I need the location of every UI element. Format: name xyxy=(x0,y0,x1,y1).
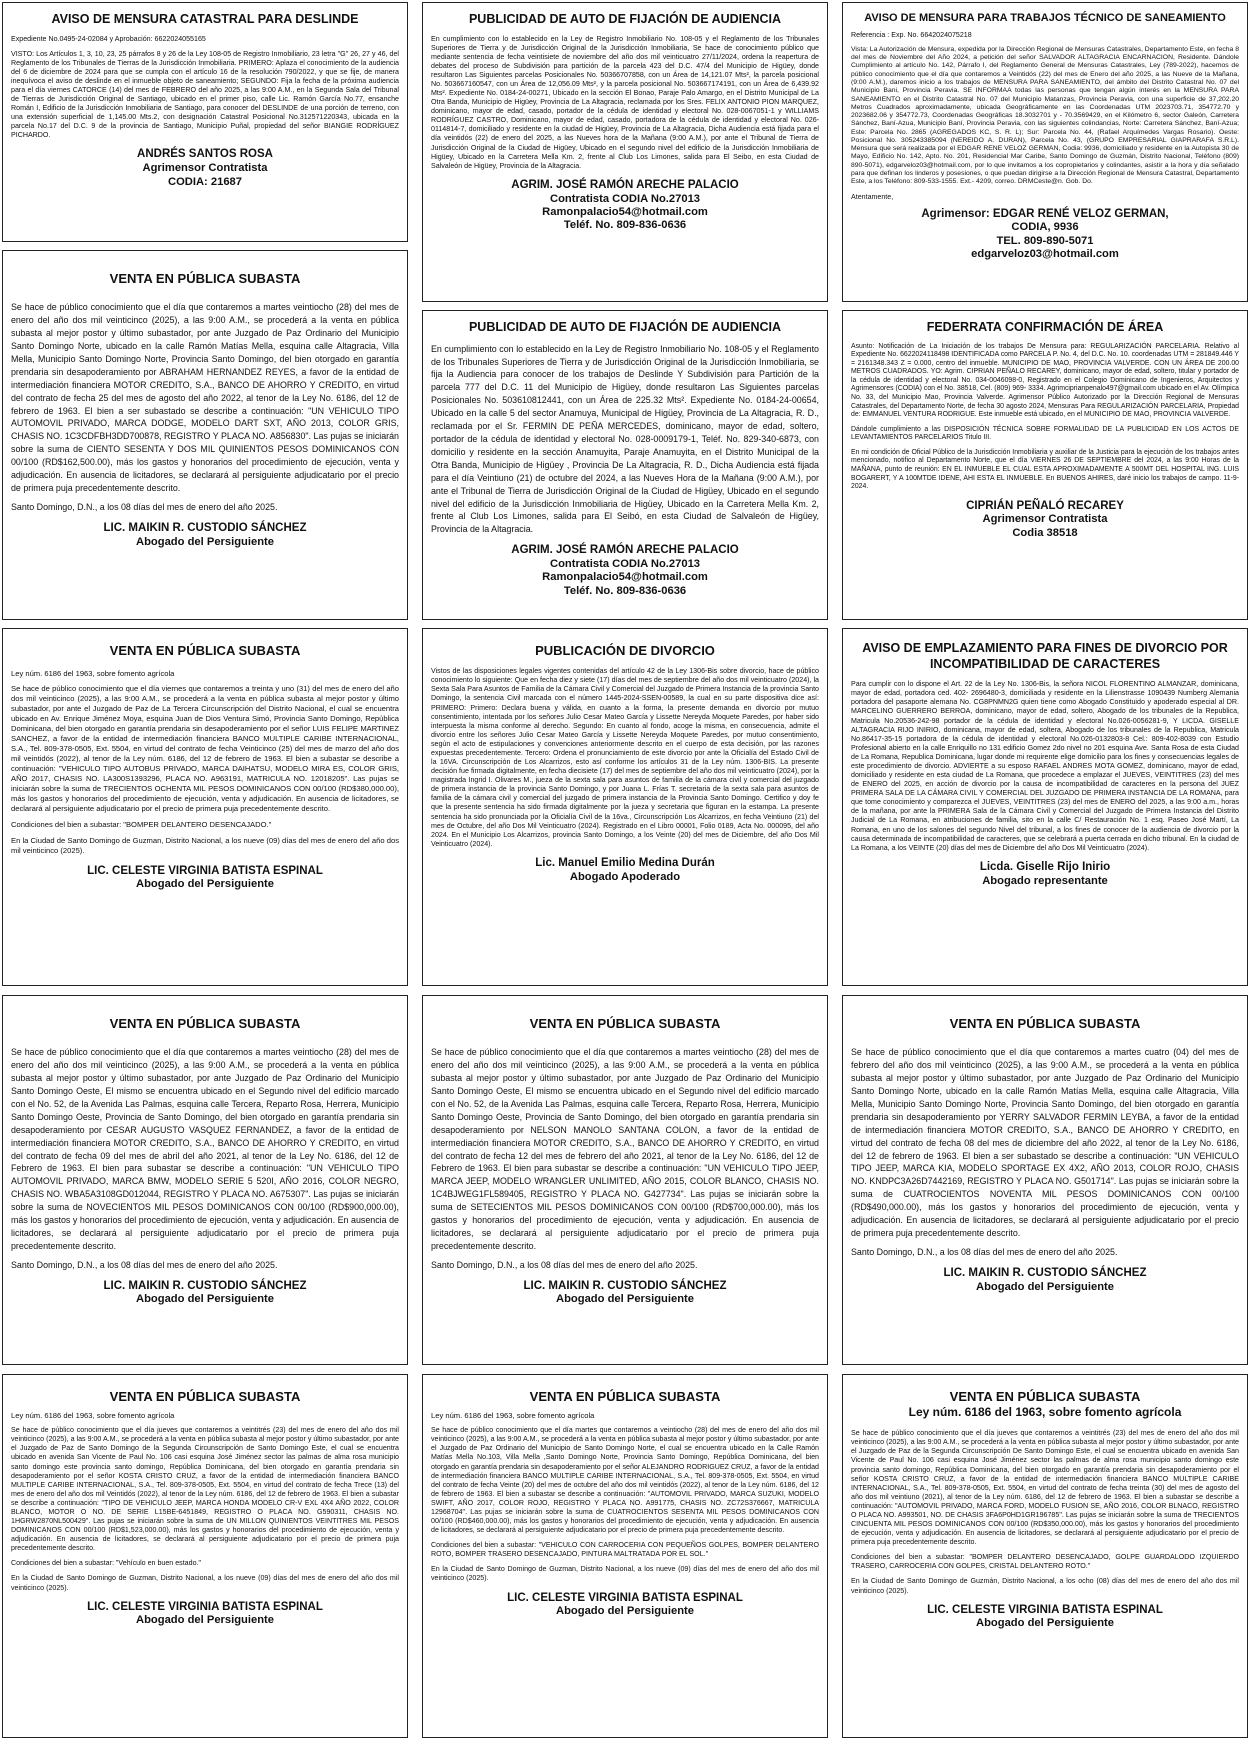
notice-body: Vistos de las disposiciones legales vigentes contenidas del artículo 42 de la Ley 1306-Bis sobre divorcio, hace de público conocimiento lo siguiente: Que en fecha diez y siete (17) días del mes de septiembre del año dos mil veinticuatro (2024), la Sexta Sala Para Asuntos de Familia de la Cámara Civil y Comercial del Juzgado de Primera Instancia de la provincia Santo Domingo, la sentencia Civil marcada con el número 1445-2024-SSEN-00589, la cual en su parte dispositiva dice así: PRIMERO: Primero: Declara buena y válida, en cuanto a la forma, la presente demanda en divorcio por mutuo consentimiento, intentada por los señores Julio Cesar Mateo García y Lissette Nereyda Moquete Paredes, por haber sido interpuesta la misma conforme al derecho. Segundo: En cuanto al fondo, acoge la misma, en consecuencia, admite el divorcio entre los señores Julio Cesar Mateo García y Lissette Nereyda Moquete Paredes, por mutuo consentimiento, según el acto de estipulaciones y convenciones anteriormente descrito en el cuerpo de esta decisión, por las razones expuestas precedentemente. Tercero: Ordena el pronunciamiento de este divorcio por ante la Oficialía del Estado Civil de la 16VA. Circunscripción de Los Alcarrizos, esto así conforme los artículos 31 de la Ley núm. 1306-BIS. La presente decisión fue firmada digitalmente, en fecha diecisiete (17) del mes de septiembre del año dos mil veinticuatro (2024), por la magistrada Ingrid I. Olivares M., jueza de la sexta sala para asuntos de familia de la cámara civil y comercial del juzgado de primera instancia de la provincia Santo Domingo, y por Juana L. Frías T. secretaria de la sexta sala para asuntos de familia de la cámara civil y comercial del juzgado de primera instancia de la Provincia Santo Domingo. Certifico y doy fe que la presente sentencia ha sido firmada digitalmente por la jueza y secretaria que figuran en la estampa. La presente sentencia ha sido pronunciada por la Oficialía Civil de la 16va., Circunscripción Los Alcarrizos, en fecha Veintiuno (21) del mes de Octubre, del año Dos Mil Veinticuatro (2024). Registrado en el Libro 00001, Folio 0189, Acta No. 000095, del año 2024. En el Municipio Los Alcarrizos, provincia Santo Domingo, a los Veinte (20) del mes de Diciembre, del año Dos Mil Veinticuatro (2024). xyxy=(431,667,819,848)
notice-conditions: Condiciones del bien a subastar: "BOMPER DELANTERO DESENCAJADO, GOLPE GUARDALODO IZQUIERDO TRASERO, CARROCERIA CON GOLPES, CRISTAL DELANTERO ROTO." xyxy=(851,1553,1239,1571)
notice-conditions: Condiciones del bien a subastar: "BOMPER DELANTERO DESENCAJADO." xyxy=(11,820,272,830)
notice-signature xyxy=(431,1280,819,1307)
notice-mensura-saneamiento xyxy=(842,2,1248,302)
signer-phone: TEL. 809-890-5071 xyxy=(996,234,1094,247)
signer-role: Agrimensor Contratista xyxy=(982,513,1108,526)
signer-name: LIC. CELESTE VIRGINIA BATISTA ESPINAL xyxy=(507,1591,743,1604)
notice-body: En cumplimiento con lo establecido en la Ley de Registro Inmobiliario No. 108-05 y el Reglamento de los Tribunales Superiores de Tierra y de Jurisdicción Original de la Jurisdicción Inmobiliaria, se fija la Audiencia para conocer de los trabajos de Deslinde Y Subdivisión para Partición de la parcela 777 del D.C. 11 del Municipio de Higüey, donde resultaron Las Siguientes parcelas Posicionales No. 503610812441, con un Área de 225.32 Mts². Expediente No. 0184-24-00654, Ubicado en la calle 5 del sector Anamuya, Municipal de Higüey, Provincia de La Altagracia, R. D., reclamada por el Sr. FERMIN DE PEÑA MERCEDES, dominicano, mayor de edad, soltero, portador de la cédula de identidad y electoral No. 028-0009179-1, Teléf. No. 829-340-6873, con domicilio y residente en la sección Anamuyita, Paraje Anamuyita, en el Distrito Municipal de la Otra Banda, Municipio de Higüey , Provincia De La Altagracia, R. D., Dicha Audiencia está fijada para el día Veintiuno (21) de octubre del 2024, a las Nueves Hora de la Mañana (9:00 A.M.), por ante el Tribunal de Tierra de Jurisdicción Original de la Ciudad de Higüey, Ubicado en el segundo nivel del edificio de la Jurisdicción Inmobiliaria de Higüey, Ubicado en la Carretera Mella Km. 2, frente al Club Los Limones, salida para El Seibó, en esta Ciudad de Salvaleón de Higüey, Provincia de la Altagracia. xyxy=(431,343,819,535)
notice-law-reference: Ley núm. 6186 del 1963, sobre fomento agrícola xyxy=(908,1405,1182,1420)
notice-signature xyxy=(851,1604,1239,1631)
notice-body: Se hace de público conocimiento que el día que contaremos a martes veintiocho (28) del mes de enero del año dos mil veinticinco (2025), a las 9:00 A.M., se procederá a la venta en pública subasta al mejor postor y último subastador, por ante Juzgado de Paz Ordinario del Municipio Santo Domingo Oeste, El mismo se encuentra ubicado en el Segundo nivel del edificio marcado con el No. 52, de la Avenida Las Palmas, esquina calle Tercera, Reparto Rosa, Herrera, Municipio Santo Domingo Oeste, Provincia de Santo Domingo, del bien otorgado en garantía prendaria sin desapoderamiento por NELSON MANOLO SANTANA COLON, a favor de la entidad de intermediación financiera MOTOR CREDITO, S.A., BANCO DE AHORRO Y CREDITO, en virtud del contrato de fecha 12 del mes de febrero del año 2021, al tenor de la Ley No. 6186, del 12 de Febrero de 1963. El bien para subastar se describe a continuación: "UN VEHICULO TIPO JEEP, MARCA JEEP, MODELO WRANGLER UNLIMITED, AÑO 2015, COLOR BLANCO, CHASIS NO. 1C4BJWEG1FL589405, REGISTRO Y PLACA NO. G427734". Las pujas se iniciarán sobre la suma de SETECIENTOS MIL PESOS DOMINICANOS CON 00/100 (RD$700,000.00), más los gastos y honorarios del procedimiento de ejecución, venta y adjudicación. En ausencia de licitadores, se declarará al persiguiente adjudicatario por el precio de primera puja precedentemente descrito. xyxy=(431,1047,819,1251)
notice-title: VENTA EN PÚBLICA SUBASTA xyxy=(529,1389,721,1404)
notice-subasta-jeep xyxy=(422,995,828,1365)
notice-reference: Referencia : Exp. No. 6642024075218 xyxy=(851,30,972,39)
notice-title: VENTA EN PÚBLICA SUBASTA xyxy=(109,1016,301,1031)
signer-email: Ramonpalacio54@hotmail.com xyxy=(542,571,708,584)
signer-name: LIC. MAIKIN R. CUSTODIO SÁNCHEZ xyxy=(103,521,307,534)
notice-signature xyxy=(851,208,1239,262)
notice-law-reference: Ley núm. 6186 del 1963, sobre fomento agrícola xyxy=(11,669,175,679)
notice-subasta-suzuki xyxy=(422,1374,828,1738)
notice-title: AVISO DE MENSURA CATASTRAL PARA DESLINDE xyxy=(51,12,359,26)
notice-title: AVISO DE EMPLAZAMIENTO PARA FINES DE DIVORCIO POR INCOMPATIBILIDAD DE CARACTERES xyxy=(862,641,1228,671)
signer-role: Agrimensor Contratista xyxy=(142,162,268,175)
signer-role: Abogado representante xyxy=(982,874,1108,887)
notice-signature xyxy=(431,1592,819,1619)
notice-title: VENTA EN PÚBLICA SUBASTA xyxy=(109,271,301,286)
signer-email: Ramonpalacio54@hotmail.com xyxy=(542,206,708,219)
notice-schedule: En mi condición de Oficial Público de la Jurisdicción Inmobiliaria y auxiliar de la Justicia para la ejecución de los trabajos antes mencionado, notifico al Departamento Norte, que el día VIERNES 26 DE SEPTIEMBRE del 2024, a las 9:00 Horas de la MAÑANA, punto de reunión: EN EL INMUEBLE EL CUAL ESTA APROXIMADAMENTE A 500MT DEL HOSPITAL ING. LUIS BOGARERT, Y A 100MTDE IDENE, AHI ESTA EL INMUEBLE. En BUENOS AHIRES, daré inicio los trabajos de campo. 11-9-2024. xyxy=(851,448,1239,491)
notice-title: PUBLICACIÓN DE DIVORCIO xyxy=(535,643,715,658)
notice-body: Para cumplir con lo dispone el Art. 22 de la Ley No. 1306-Bis, la señora NICOL FLORENTINO ALMANZAR, dominicana, mayor de edad, portadora ced. 402- 2696480-3, domiciliada y residente en la Lilienstrasse 1090439 Numberg Alemania portadora del pasaporte alemana No. CG8PNMN2G quien tiene como Abogado Constituido y apoderado especial al DR. MARCELINO GUERRERO BERROA, dominicano, mayor de edad, soltero, Abogado de los tribunales de la Republica, Matricula No.20536-242-98 portador de la cédula de identidad y electoral No.026-0056281-9, Y LICDA. GISELLE ALTAGRACIA RIJO INIRIO, dominicana, mayor de edad, soltera, Abogado de los tribunales de la Republica, Matricula No.86417-35-15 portadora de la cédula de identidad y electoral No.026-0132803-8 Cel.: 809-402-8039 con Estudio Profesional abierto en la calle Enriquillo no 131 edificio Gomez 2do nivel no 201 esquina Ave. Santa Rosa de esta Ciudad de La Romana, Republica Dominicana, lugar donde mi requirente elige domicilio para los fines y consecuencias legales de este procedimiento de divorcio. ADVIERTE a su esposo RAFAEL ANDRES MOTA GOMEZ, dominicano, mayor de edad, domiciliado y residente en esta ciudad de La Romana, que procedece a emplazar el JUEVES, VEINTITRES (23) del mes de ENERO del 2025, en acción de divorcio por la causa de incompatibilidad de caracteres en la persona del JUEZ PRIMERA SALA DE LA CÁMARA CIVIL Y COMERCIAL DEL JUZGADO DE PRIMERA INSTANCIA DE LA ROMANA, para que tome conocimiento y comparezca el JUEVES, VEINTITRES (23) del mes de ENERO del 2025, a las 9:00 a.m., horas de la mañana, por ante la PRIMERA Sala de la Cámara Civil y Comercial del Juzgado de Primera Instancia del Distrito Judicial de La Romana, en atribuciones de familia, sito en la calle C/ Restauración No. 1 esq. Paseo José Martí, La Romana, en uno de los salones del segundo Nivel del tribunal, a los fines de conocer de la audiencia de divorcio por la causa determinada de incompatibilidad de caracteres, que se celebrará a puerta cerrada en dicho tribunal. En la ciudad de La Romana, a los VEINTE (20) días del mes de Diciembre del año Dos Mil Veinticuatro (2024). xyxy=(851,680,1239,852)
notice-body: En cumplimiento con lo establecido en la Ley de Registro Inmobiliario No. 108-05 y el Reglamento de los Tribunales Superiores de Tierra y de Jurisdicción Original de la Jurisdicción Inmobiliaria, Se hace de conocimiento público que mediante sentencia de fecha veintisiete de noviembre del año dos mil veinticuatro 27/11/2024, ordena la reapertura de debates del proceso de Subdivisión para partición de la parcela 423 del D.C. 47/4 del Municipio de Higüey, donde resultaron Las Siguientes parcelas Posicionales No. 50366707858, con un Área de 14,121.07 Mts², la parcela posicional No. 503667160547, con un Área de 12,056.09 Mts², y la parcela posicional No. 503667174191, con un Área de 6,439.92 Mts². Expediente No. 0184-24-00271, Ubicado en la sección El Bonao, Paraje Palo Amargo, en el Distrito Municipal de La Otra Banda, Municipio de Higüey, Provincia de La Altagracia, reclamada por los Sres. FELIX ANTONIO PION MARQUEZ, dominicano, mayor de edad, casado, portador de la cédula de identidad y electoral No. 028-0067051-1 y WILLIAMS RODRÍGUEZ CASTRO, Dominicano, mayor de edad, casado, portadora de la cédula de identidad y electoral No. 026-0114814-7, domiciliado y residente en la ciudad de Higüey, Provincia de La Altagracia, Dicha Audiencia está fijada para el día veintidós (22) de enero del 2025, a las Nueves hora de la Mañana (9:00 A.M.), por ante el Tribunal de Tierra de Jurisdicción Original de la Ciudad de Higüey, Ubicado en el segundo nivel del edificio de la Jurisdicción Inmobiliaria de Higüey, Ubicado en la Carretera Mella Km. 2, frente al Club Los Limones, salida para El Seibo, en esta Ciudad de Salvaleón de Higüey, Provincia de la Altagracia. xyxy=(431,34,819,170)
notice-subasta-kia xyxy=(842,995,1248,1365)
signer-name: CIPRIÁN PEÑALÓ RECAREY xyxy=(966,499,1124,512)
signer-codia: Contratista CODIA No.27013 xyxy=(549,192,701,205)
notice-body: Se hace de público conocimiento que el día viernes que contaremos a treinta y uno (31) del mes de enero del año dos mil veinticinco (2025), a las 9:00 A.M., se procederá a la venta en pública subasta al mejor postor y último subastador, por ante el Juzgado de Paz de La Tercera Circunscripción del Distrito Nacional, el cual se encuentra ubicado en Av. Enrique Jiménez Moya, esquina Juan de Dios Ventura Simó, Provincia Santo Domingo, República Dominicana, del bien otorgado en garantía prendaria sin desapoderamiento por el señor LUIS FELIPE MARTINEZ SANCHEZ, a favor de la entidad de intermediación financiera BANCO MULTIPLE CARIBE INTERNACIONAL, S.A., Tel. 809-378-0505, Ext. 5504, en virtud del contrato de fecha Veinticinco (25) del mes de marzo del año dos mil veintidós (2022), al tenor de la Ley núm. 6186, del 12 de febrero de 1963. El bien a subastar se describe a continuación: "VEHICULO TIPO AUTOBUS PRIVADO, MARCA DAIHATSU, MODELO MIRA ES, COLOR GRIS, AÑO 2017, CHASIS NO. LA300S1393296, PLACA NO. A963191, MATRICULA NO. 12018205". Las pujas se iniciarán sobre la suma de TRECIENTOS OCHENTA MIL PESOS DOMINICANOS CON 00/100 (RD$380,000.00), más los gastos y honorarios del procedimiento de ejecución, venta y adjudicación. En ausencia de licitadores, se declarará al persiguiente adjudicatario por el precio de primera puja precedentemente descrito. xyxy=(11,684,399,814)
notice-signature xyxy=(11,148,399,189)
signer-role: Abogado del Persiguiente xyxy=(976,1280,1114,1293)
notice-signature xyxy=(431,544,819,598)
signer-phone: Teléf. No. 809-836-0636 xyxy=(563,219,687,232)
notice-law-reference: Ley núm. 6186 del 1963, sobre fomento agrícola xyxy=(431,1411,595,1421)
notice-body: Se hace de público conocimiento que el día martes que contaremos a veintiocho (28) del mes de enero del año dos mil veinticinco (2025), a las 9:00 A.M., se procederá a la venta en pública subasta al mejor postor y último subastador, por ante el Juzgado de Paz Ordinario del Municipio de Santo Domingo Norte, el cual se encuentra ubicado en la Calle Ramón Matías Mella No.103, Villa Mella ,Santo Domingo Norte, Provincia Santo Domingo, República Dominicana, del bien otorgado en garantía prendaria sin desapoderamiento por el señor ALEJANDRO RODRIGUEZ CRUZ, a favor de la entidad de intermediación financiera BANCO MULTIPLE CARIBE INTERNACIONAL, S.A., Tel. 809-378-0505, Ext. 5504, en virtud del contrato de fecha Veinte (20) del mes de octubre del año dos mil veintidós (2022), al tenor de la Ley núm. 6186, del 12 de febrero de 1963. El bien a subastar se describe a continuación: "AUTOMOVIL PRIVADO, MARCA SUZUKI, MODELO SWIFT, AÑO 2017, COLOR ROJO, REGISTRO Y PLACA NO. A991775, CHASIS NO. ZC72S376667, MATRICULA 12968704". Las pujas se iniciarán sobre la suma de CUATROCIENTOS SESENTA MIL PESOS DOMINICANOS CON 00/100 (RD$460,000.00), más los gastos y honorarios del procedimiento de ejecución, venta y adjudicación. En ausencia de licitadores, se declarará al persiguiente adjudicatario por el precio de primera puja precedentemente descrito. xyxy=(431,1426,819,1535)
notice-fe-de-errata-area xyxy=(842,310,1248,620)
notice-subasta-daihatsu xyxy=(2,628,408,986)
notice-date: Santo Domingo, D.N., a los 08 días del mes de enero del año 2025. xyxy=(431,1259,698,1270)
notice-closing: Atentamente, xyxy=(851,192,894,201)
notice-emplazamiento-divorcio xyxy=(842,628,1248,986)
notice-subasta-dodge xyxy=(2,250,408,620)
notice-body: Se hace de público conocimiento que el día jueves que contaremos a veintitrés (23) del mes de enero del año dos mil veinticinco (2025), a las 9:00 A.M., se procederá a la venta en pública subasta al mejor postor y último subastador, por ante el Juzgado de Paz de la Segunda Circunscripción De Santo Domingo Este, el cual se encuentra ubicado en avenida San Vicente de Paul No. 106 casi esquina José Jiménez sector las palmas de alma rosa municipio santo domingo este provincia santo domingo, República Dominicana, del bien otorgado en garantía prendaria sin desapoderamiento por el señor KOSTA CRISTO CRUZ, a favor de la entidad de intermediación financiera BANCO MULTIPLE CARIBE INTERNACIONAL, S.A., Tel. 809-378-0505, Ext. 5504, en virtud del contrato de fecha treinta (30) del mes de agosto del año dos mil veintiuno (2021), al tenor de la Ley núm. 6186, del 12 de febrero de 1963. El bien a subastar se describe a continuación: "AUTOMOVIL PRIVADO, MARCA FORD, MODELO FUSION SE, AÑO 2016, COLOR BLNACO, REGISTRO O PLACA NO. A993501, NO. DE CHASIS 3FA6P0HD1GR196785". Las pujas se iniciarán sobre la suma de TRECIENTOS CINCUENTA MIL PESOS DOMINICANOS CON 00/100 (RD$350,000.00), más los gastos y honorarios del procedimiento de ejecución, venta y adjudicación. En ausencia de licitadores, se declarará al persiguiente adjudicatario por el precio de primera puja precedentemente descrito. xyxy=(851,1429,1239,1547)
notice-signature xyxy=(431,179,819,233)
notice-title: VENTA EN PÚBLICA SUBASTA xyxy=(109,1389,301,1404)
signer-name: LIC. MAIKIN R. CUSTODIO SÁNCHEZ xyxy=(103,1279,307,1292)
notice-subasta-ford xyxy=(842,1374,1248,1738)
notice-fijacion-audiencia-2 xyxy=(422,310,828,620)
notice-body: VISTO: Los Artículos 1, 3, 10, 23, 25 párrafos 8 y 26 de la Ley 108-05 de Registro Inmobiliario, 23 letra "G" 26, 27 y 46, del Reglamento de los Tribunales de Tierras de la Jurisdicción Inmobiliaria. PRIMERO: Aplaza el conocimiento de la audiencia del 6 de diciembre de 2024 para que se cumpla con el artículo 16 de la resolución 790/2022, y que se fije, de manera inequívoca el aviso de deslinde en el inmueble objeto de saneamiento; SEGUNDO: Fija la fecha de la próxima audiencia para el día viernes CATORCE (14) del mes de FEBRERO del año 2025, a las 9:00 A.M., en la Segunda Sala del Tribunal de Tierras de Jurisdicción Original de Santiago, ubicado en el primer piso, calle Lic. Ramón García No.77, ensanche Román I, Edificio de la Jurisdicción Inmobiliaria de Santiago, para conocer del DESLINDE de una porción de terreno, con una extensión superficial de 1,145.00 Mts.2, con designación Catastral Posicional No.312571220343, ubicada en la parcela No.17 del D.C. 9 de la provincia de Santiago, Municipio Puñal, propiedad del señor BIANGIE RODRÍGUEZ PICHARDO. xyxy=(11,49,399,140)
signer-name: Licda. Giselle Rijo Inirio xyxy=(979,860,1111,873)
notice-divorcio xyxy=(422,628,828,986)
signer-role: Abogado del Persiguiente xyxy=(136,1614,274,1627)
notice-signature xyxy=(851,1267,1239,1294)
notice-date: Santo Domingo, D.N., a los 08 días del mes de enero del año 2025. xyxy=(11,1259,278,1270)
signer-role: Abogado Apoderado xyxy=(569,870,681,883)
notice-title: VENTA EN PÚBLICA SUBASTA xyxy=(949,1389,1141,1404)
signer-codia: Codia 38518 xyxy=(1012,526,1078,539)
signer-role: Abogado del Persiguiente xyxy=(136,535,274,548)
signer-name: LIC. MAIKIN R. CUSTODIO SÁNCHEZ xyxy=(943,1266,1147,1279)
notice-title: AVISO DE MENSURA PARA TRABAJOS TÉCNICO DE SANEAMIENTO xyxy=(864,12,1226,24)
notice-title: PUBLICIDAD DE AUTO DE FIJACIÓN DE AUDIENCIA xyxy=(468,320,782,334)
signer-role: Abogado del Persiguiente xyxy=(136,1293,274,1306)
notice-fijacion-audiencia-1 xyxy=(422,2,828,302)
notice-law-reference: Ley núm. 6186 del 1963, sobre fomento agrícola xyxy=(11,1411,175,1421)
notice-date: En la Ciudad de Santo Domingo de Guzman, Distrito Nacional, a los nueve (09) días del mes de enero del año dos mil veinticinco (2025). xyxy=(431,1565,819,1583)
signer-name: Lic. Manuel Emilio Medina Durán xyxy=(535,856,715,869)
signer-role: Abogado del Persiguiente xyxy=(976,1617,1114,1630)
notice-body: Se hace de público conocimiento que el día que contaremos a martes veintiocho (28) del mes de enero del año dos mil veinticinco (2025), a las 9:00 A.M., se procederá a la venta en pública subasta al mejor postor y último subastador, por ante Juzgado de Paz Ordinario del Municipio Santo Domingo Norte, ubicado en la calle Ramón Matías Mella, esquina calle Altagracia, Villa Mella, Municipio Santo Domingo Norte, Provincia Santo Domingo, del bien otorgado en garantía prendaria sin desapoderamiento por ABRAHAM HERNANDEZ REYES, a favor de la entidad de intermediación financiera MOTOR CREDITO, S.A., BANCO DE AHORRO Y CREDITO, en virtud del contrato de fecha 25 del mes de agosto del año 2022, al tenor de la Ley No. 6186, del 12 de febrero de 1963. El bien a ser subastado se describe a continuación: "UN VEHICULO TIPO AUTOMOVIL PRIVADO, MARCA DODGE, MODELO DART SXT, AÑO 2013, COLOR GRIS, CHASIS NO. 1C3CDFBH3DD700878, REGISTRO Y PLACA NO. A856830". Las pujas se iniciarán sobre la suma de CIENTO SESENTA Y DOS MIL QUINIENTOS PESOS DOMINICANOS CON 00/100 (RD$162,500.00), más los gastos y honorarios del procedimiento de ejecución, venta y adjudicación. En ausencia de licitadores, se declarará al persiguiente adjudicatario por el precio de primera puja precedentemente descrito. xyxy=(11,302,399,493)
notice-body: Vista: La Autorización de Mensura, expedida por la Dirección Regional de Mensuras Catastrales, Departamento Este, en fecha 8 del mes de Noviembre del Año 2024, a petición del señor SALVADOR ALTAGRACIA ENCARNACION, Residente. Dándole Cumplimiento al artículo No. 142, Párrafo I, del Reglamento General de Mensuras Catastrales, Ley (789-2022), hacemos de público conocimiento que el día que contaremos a Veintidós (22) del mes de Enero del año 2025, a las Nueve de la Mañana, (9:00 A.M.), daremos inicio a los trabajos de MENSURA PARA SANEAMIENTO, del ámbito del Distrito Catastral No. 07 del Municipio Bani, Provincia Peravia. SE INFORMAA todas las personas que tengan algún interés en la MENSURA PARA SANEAMIENTO en el Distrito Catastral No. 07 del Municipio Matanzas, Provincia Peravia, con una superficie de 37,202.20 Metros Cuadrados aproximadamente, ubicada Geográficamente en las Coordenadas UTM 2023703.71, 354772.70 y 2023682.06 y 354772.73, Coordenadas Geográficas 18.3032701 y - 70.3569429, en el Kilómetro 6, sector Galeón, Carretera Sánchez, Baní-Azua, Municipio Baní, Provincia Peravia, con las siguientes colindancias, Norte: Carretera Sánchez, Baní-Azua; Este: Parcela No. 2865 (AGREGADOS KC, S. R. L); Sur: Parcela No. 44, (Rafael Arquímedes Vargas Rosario). Oeste: Posicional No. 305243385094 (NEREIDO A. DURAN), Parcela No. 43, (GRUPO EMPRESARIAL GIAPRARAFA S.R.L). Mensura que será realizada por el EDGAR RENE VELOZ GERMAN, Codia: 9936, domiciliado y residente en la Autopista 30 de Mayo, Edificio No. 142, Apto. No. 201, Residencial Mar Caribe, Santo Domingo de Guzmán, Distrito Nacional, Teléfono (809) 890-5071), edgarveloz03@hotmail.com, por lo que invitamos a los copropietarios y colindantes, asistir a la hora y día señalado para que definan los linderos y posesiones, o que puedan dirigirse a la Dirección Regional de Mensura Catastral, Departamento Este, a los Teléfono: 809-533-1555. Ext.- 4209, correo. DRMCeste@n. Gob. Do. xyxy=(851,45,1239,186)
notice-signature xyxy=(431,857,819,884)
signer-name: LIC. MAIKIN R. CUSTODIO SÁNCHEZ xyxy=(523,1279,727,1292)
signer-name: AGRIM. JOSÉ RAMÓN ARECHE PALACIO xyxy=(511,178,739,191)
notice-title: FEDERRATA CONFIRMACIÓN DE ÁREA xyxy=(926,320,1164,334)
signer-codia: Contratista CODIA No.27013 xyxy=(549,558,701,571)
notice-signature xyxy=(11,1280,399,1307)
notice-conditions: Condiciones del bien a subastar: "VEHICULO CON CARROCERIA CON PEQUEÑOS GOLPES, BOMPER DELANTERO ROTO, BOMPER TRASERO DESENCAJADO, PINTURA MALTRATADA POR EL SOL." xyxy=(431,1541,819,1559)
notice-title: VENTA EN PÚBLICA SUBASTA xyxy=(949,1016,1141,1031)
signer-name: ANDRÉS SANTOS ROSA xyxy=(137,148,273,161)
notice-date: En la Ciudad de Santo Domingo de Guzman, Distrito Nacional, a los nueve (09) días del mes de enero del año dos mil veinticinco (2025). xyxy=(11,1574,399,1592)
notice-signature xyxy=(11,865,399,892)
notice-signature xyxy=(851,500,1239,541)
notice-title: VENTA EN PÚBLICA SUBASTA xyxy=(109,643,301,658)
signer-name: AGRIM. JOSÉ RAMÓN ARECHE PALACIO xyxy=(511,544,739,557)
notice-mensura-deslinde xyxy=(2,2,408,242)
notice-signature xyxy=(11,522,399,549)
signer-email: edgarveloz03@hotmail.com xyxy=(971,248,1119,261)
notice-subasta-honda xyxy=(2,1374,408,1738)
signer-name: LIC. CELESTE VIRGINIA BATISTA ESPINAL xyxy=(87,1600,323,1613)
notice-signature xyxy=(851,861,1239,888)
notice-body: Asunto: Notificación de La Iniciación de los trabajos De Mensura para: REGULARIZACIÓN PARCELARIA. Relativo al Expediente No. 6622024118498 IDENTIFICADA como PARCELA P. No. 4, del D.C. No. 10. coordenadas UTM = 281849.446 Y = 2161348.343 Z = 0.000, centro del inmueble. MUNICIPIO DE MAO, PROVINCIA VALVERDE. CON UN ÁREA DE 200.00 METROS CUADRADOS. YO: Agrim. CIPRIAN PEÑALO RECAREY, dominicano, mayor de edad, soltero, titular y portador de la cédula de identidad y electoral No. 034-0046098-0, Registrado en el Colegio Dominicano de Ingenieros, Arquitectos y Agrimensores (CODIA) con el No. 38518, Cel. (809) 969- 3334. Agrimciprianpenalo497@gmail.com ubicado en el Av. Olímpica No. 33, del Municipio Mao, Provincia Valverde. Agrimensor Público Autorizado por la Dirección Regional de Mensuras Catastrales, del Departamento Norte, de fecha 30 agosto 2024, Mensuras Para REGULARIZACIÓN PARCELARIA, Propiedad de: EMMANUEL VENTURA RODRIGUE. Este inmueble está ubicado, en el MUNICIPIO DE MAO, PROVINCIA VALVERDE. xyxy=(851,342,1239,419)
notice-subasta-bmw xyxy=(2,995,408,1365)
notice-title: VENTA EN PÚBLICA SUBASTA xyxy=(529,1016,721,1031)
signer-codia: CODIA: 21687 xyxy=(168,175,242,188)
notice-disposition: Dándole cumplimiento a las DISPOSICIÓN TÉCNICA SOBRE FORMALIDAD DE LA PUBLICIDAD EN LOS ACTOS DE LEVANTAMIENTOS PARCELARIOS Titulo III. xyxy=(851,425,1239,442)
signer-name: Agrimensor: EDGAR RENÉ VELOZ GERMAN, xyxy=(921,207,1169,220)
notice-date: Santo Domingo, D.N., a los 08 días del mes de enero del año 2025. xyxy=(11,501,278,512)
notice-conditions: Condiciones del bien a subastar: "Vehículo en buen estado." xyxy=(11,1559,201,1568)
signer-role: Abogado del Persiguiente xyxy=(136,878,274,891)
signer-codia: CODIA, 9936 xyxy=(1011,221,1079,234)
notice-date: En la Ciudad de Santo Domingo de Guzman, Distrito Nacional, a los nueve (09) días del mes de enero del año dos mil veinticinco (2025). xyxy=(11,836,399,856)
signer-role: Abogado del Persiguiente xyxy=(556,1605,694,1618)
signer-phone: Teléf. No. 809-836-0636 xyxy=(563,584,687,597)
notice-expediente: Expediente No.0495-24-02084 y Aprobación: 6622024055165 xyxy=(11,34,206,43)
notice-date: Santo Domingo, D.N., a los 08 días del mes de enero del año 2025. xyxy=(851,1246,1118,1257)
signer-role: Abogado del Persiguiente xyxy=(556,1293,694,1306)
notice-title: PUBLICIDAD DE AUTO DE FIJACIÓN DE AUDIENCIA xyxy=(468,12,782,26)
signer-name: LIC. CELESTE VIRGINIA BATISTA ESPINAL xyxy=(87,864,323,877)
notice-body: Se hace de público conocimiento que el día que contaremos a martes veintiocho (28) del mes de enero del año dos mil veinticinco (2025), a las 9:00 A.M., se procederá a la venta en pública subasta al mejor postor y último subastador, por ante Juzgado de Paz Ordinario del Municipio Santo Domingo Oeste, El mismo se encuentra ubicado en el Segundo nivel del edificio marcado con el No. 52, de la Avenida Las Palmas, esquina calle Tercera, Reparto Rosa, Herrera, Municipio Santo Domingo Oeste, Provincia de Santo Domingo, del bien otorgado en garantía prendaria sin desapoderamiento por CESAR AUGUSTO VASQUEZ FERNANDEZ, a favor de la entidad de intermediación financiera MOTOR CREDITO, S.A., BANCO DE AHORRO Y CREDITO, en virtud del contrato de fecha 09 del mes de abril del año 2021, al tenor de la Ley No. 6186, del 12 de Febrero de 1963. El bien para subastar se describe a continuación: "UN VEHICULO TIPO AUTOMOVIL PRIVADO, MARCA BMW, MODELO SERIE 5 520I, AÑO 2016, COLOR NEGRO, CHASIS NO. WBA5A3108GD012044, REGISTRO Y PLACA NO. A675307". Las pujas se iniciarán sobre la suma de NOVECIENTOS MIL PESOS DOMINICANOS CON 00/100 (RD$900,000.00), más los gastos y honorarios del procedimiento de ejecución, venta y adjudicación. En ausencia de licitadores, se declarará al persiguiente adjudicatario por el precio de primera puja precedentemente descrito. xyxy=(11,1047,399,1251)
notice-signature xyxy=(11,1601,399,1628)
notice-body: Se hace de público conocimiento que el día que contaremos a martes cuatro (04) del mes de febrero del año dos mil veinticinco (2025), a las 9:00 A.M., se procederá a la venta en pública subasta al mejor postor y último subastador, por ante Juzgado de Paz Ordinario del Municipio Santo Domingo Norte, ubicado en la calle Ramón Matías Mella, esquina calle Altagracia, Villa Mella, Municipio Santo Domingo Norte, Provincia Santo Domingo, del bien otorgado en garantía prendaria sin desapoderamiento por YERRY SALVADOR FERMIN LEYBA, a favor de la entidad de intermediación financiera MOTOR CREDITO, S.A., BANCO DE AHORRO Y CREDITO, en virtud del contrato de fecha 08 del mes de diciembre del año 2022, al tenor de la Ley No. 6186, del 12 de febrero de 1963. El bien a ser subastado se describe a continuación: "UN VEHICULO TIPO JEEP, MARCA KIA, MODELO SPORTAGE EX 4X2, AÑO 2013, COLOR ROJO, CHASIS NO. KNDPC3A26D7442169, REGISTRO Y PLACA NO. G501714". Las pujas se iniciarán sobre la suma de CUATROCIENTOS NOVENTA MIL PESOS DOMINICANOS CON 00/100 (RD$490,000.00), más los gastos y honorarios del procedimiento de ejecución, venta y adjudicación. En ausencia de licitadores, se declarará al persiguiente adjudicatario por el precio de primera puja precedentemente descrito. xyxy=(851,1047,1239,1238)
signer-name: LIC. CELESTE VIRGINIA BATISTA ESPINAL xyxy=(927,1603,1163,1616)
notice-body: Se hace de público conocimiento que el día jueves que contaremos a veintitrés (23) del mes de enero del año dos mil veinticinco (2025), a las 9:00 A.M., se procederá a la venta en pública subasta al mejor postor y último subastador, por ante el Juzgado de Paz de Santo Domingo de la Segunda Circunscripción de Santo Domingo Este, el cual se encuentra ubicado en avenida San Vicente de Paul No. 106 casi esquina José Jiménez sector las palmas de alma rosa municipio santo domingo este provincia santo domingo, República Dominicana, del bien otorgado en garantía prendaria sin desapoderamiento por el señor KOSTA CRISTO CRUZ, a favor de la entidad de intermediación financiera BANCO MULTIPLE CARIBE INTERNACIONAL, S.A., Tel. 809-378-0505, Ext. 5504, en virtud del contrato de fecha Trece (13) del mes de enero del año dos mil Veintidós (2022), al tenor de la Ley núm. 6186, del 12 de febrero de 1963. El bien a subastar se describe a continuación: "TIPO DE VEHICULO JEEP, MARCA HONDA MODELO CR-V EXL 4X4 AÑO 2022, COLOR BLANCO, MOTOR O NO. DE SERIE L15BE-6451849, REGISTRO O PLACA NO. G590311, CHASIS NO. 1HGRW2870NL500429". Las pujas se iniciarán sobre la suma de UN MILLON QUINIENTOS VEINTITRES MIL PESOS DOMINICANOS CON 00/100 (RD$1,523,000.00), más los gastos y honorarios del procedimiento de ejecución, venta y adjudicación. En ausencia de licitadores, se declarará al persiguiente adjudicatario por el precio de primera puja precedentemente descrito. xyxy=(11,1426,399,1553)
notice-date: En la Ciudad de Santo Domingo de Guzmán, Distrito Nacional, a los ocho (08) días del mes de enero del año dos mil veinticinco (2025). xyxy=(851,1577,1239,1595)
